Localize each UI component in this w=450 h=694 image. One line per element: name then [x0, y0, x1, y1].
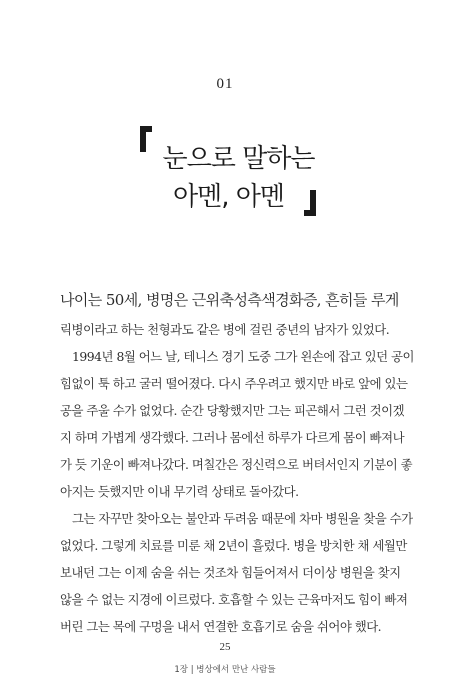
body-line: 공을 주울 수가 없었다. 순간 당황했지만 그는 피곤해서 그런 것이겠: [60, 403, 405, 418]
body-line: 버린 그는 목에 구멍을 내서 연결한 호흡기로 숨을 쉬어야 했다.: [60, 619, 382, 634]
body-line: 그는 자꾸만 찾아오는 불안과 두려움 때문에 차마 병원을 찾을 수가: [72, 511, 413, 526]
chapter-title-line-2: 아멘, 아멘: [173, 182, 284, 212]
page-number: 25: [219, 641, 231, 653]
chapter-number: 01: [216, 76, 234, 92]
title-close-bracket: [304, 190, 316, 216]
chapter-title-line-1: 눈으로 말하는: [162, 144, 315, 174]
chapter-title: [140, 126, 325, 218]
body-line: 힘없이 툭 하고 굴러 떨어졌다. 다시 주우려고 했지만 바로 앞에 있는: [60, 376, 408, 391]
body-line: 릭병이라고 하는 천형과도 같은 병에 걸린 중년의 남자가 있었다.: [60, 322, 390, 337]
body-line: 가 듯 기운이 빠져나갔다. 며칠간은 정신력으로 버텨서인지 기분이 좋: [60, 457, 413, 472]
body-line: 1994년 8월 어느 날, 테니스 경기 도중 그가 왼손에 잡고 있던 공이: [72, 349, 414, 364]
body-line: 보내던 그는 이제 숨을 쉬는 것조차 힘들어져서 더이상 병원을 찾지: [60, 565, 401, 580]
body-line: 아지는 듯했지만 이내 무기력 상태로 돌아갔다.: [60, 484, 299, 499]
body-line: 없었다. 그렇게 치료를 미룬 채 2년이 흘렀다. 병을 방치한 채 세월만: [60, 538, 407, 553]
body-line: 나이는 50세, 병명은 근위축성측색경화증, 흔히들 루게: [60, 291, 399, 309]
body-line: 않을 수 없는 지경에 이르렀다. 호흡할 수 있는 근육마저도 힘이 빠져: [60, 592, 408, 607]
body-line: 지 하며 가볍게 생각했다. 그러나 몸에선 하루가 다르게 몸이 빠져나: [60, 430, 405, 445]
running-footer: 1장 | 병상에서 만난 사람들: [174, 665, 276, 675]
